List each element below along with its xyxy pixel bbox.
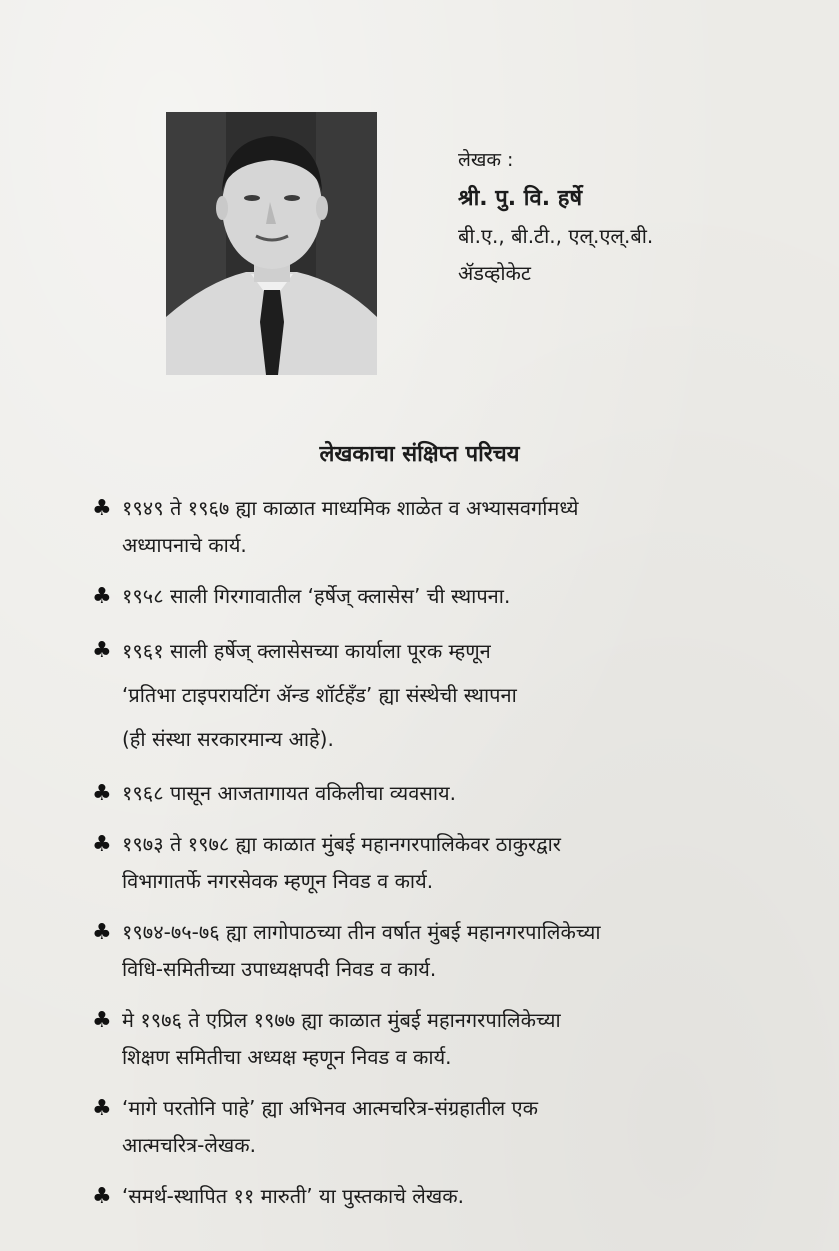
list-item xyxy=(92,578,792,615)
list-item xyxy=(92,629,792,761)
club-icon: ♣ xyxy=(92,920,112,945)
section-heading: लेखकाचा संक्षिप्त परिचय xyxy=(319,442,520,467)
item-line: (ही संस्था सरकारमान्य आहे). xyxy=(122,727,334,751)
club-icon: ♣ xyxy=(92,1096,112,1121)
author-name: श्री. पु. वि. हर्षे xyxy=(458,186,583,211)
author-label: लेखक : xyxy=(458,149,514,171)
club-icon: ♣ xyxy=(92,496,112,521)
item-line: १९६१ साली हर्षेज् क्लासेसच्या कार्याला पूरक म्हणून xyxy=(122,639,491,663)
club-icon: ♣ xyxy=(92,832,112,857)
item-line: १९७४-७५-७६ ह्या लागोपाठच्या तीन वर्षात मुंबई महानगरपालिकेच्या xyxy=(122,920,601,944)
author-profession: ॲडव्होकेट xyxy=(458,261,531,285)
author-block xyxy=(458,146,653,286)
item-line: १९७३ ते १९७८ ह्या काळात मुंबई महानगरपालिकेवर ठाकुरद्वार xyxy=(122,832,561,856)
item-line: ‘मागे परतोनि पाहे’ ह्या अभिनव आत्मचरित्र-संग्रहातील एक xyxy=(122,1096,538,1120)
item-line: आत्मचरित्र-लेखक. xyxy=(122,1133,256,1157)
item-line: १९४९ ते १९६७ ह्या काळात माध्यमिक शाळेत व अभ्यासवर्गामध्ये xyxy=(122,496,579,520)
item-line: ‘प्रतिभा टाइपरायटिंग ॲन्ड शॉर्टहॅंड’ ह्या संस्थेची स्थापना xyxy=(122,683,517,707)
bio-list xyxy=(92,490,792,1215)
item-line: अध्यापनाचे कार्य. xyxy=(122,533,247,557)
club-icon: ♣ xyxy=(92,584,112,609)
list-item xyxy=(92,1178,792,1215)
item-line: शिक्षण समितीचा अध्यक्ष म्हणून निवड व कार्य. xyxy=(122,1045,452,1069)
list-item xyxy=(92,1090,792,1164)
club-icon: ♣ xyxy=(92,638,112,663)
list-item xyxy=(92,775,792,812)
list-item xyxy=(92,914,792,988)
item-line: १९५८ साली गिरगावातील ‘हर्षेज् क्लासेस’ ची स्थापना. xyxy=(122,584,511,608)
club-icon: ♣ xyxy=(92,1008,112,1033)
item-line: मे १९७६ ते एप्रिल १९७७ ह्या काळात मुंबई महानगरपालिकेच्या xyxy=(122,1008,561,1032)
list-item xyxy=(92,826,792,900)
author-photo xyxy=(166,112,377,375)
item-line: विधि-समितीच्या उपाध्यक्षपदी निवड व कार्य. xyxy=(122,957,437,981)
list-item xyxy=(92,1002,792,1076)
author-degree: बी.ए., बी.टी., एल्.एल्.बी. xyxy=(458,224,654,248)
club-icon: ♣ xyxy=(92,1184,112,1209)
item-line: १९६८ पासून आजतागायत वकिलीचा व्यवसाय. xyxy=(122,781,456,805)
item-line: ‘समर्थ-स्थापित ११ मारुती’ या पुस्तकाचे लेखक. xyxy=(122,1184,464,1208)
item-line: विभागातर्फे नगरसेवक म्हणून निवड व कार्य. xyxy=(122,869,434,893)
list-item xyxy=(92,490,792,564)
club-icon: ♣ xyxy=(92,781,112,806)
